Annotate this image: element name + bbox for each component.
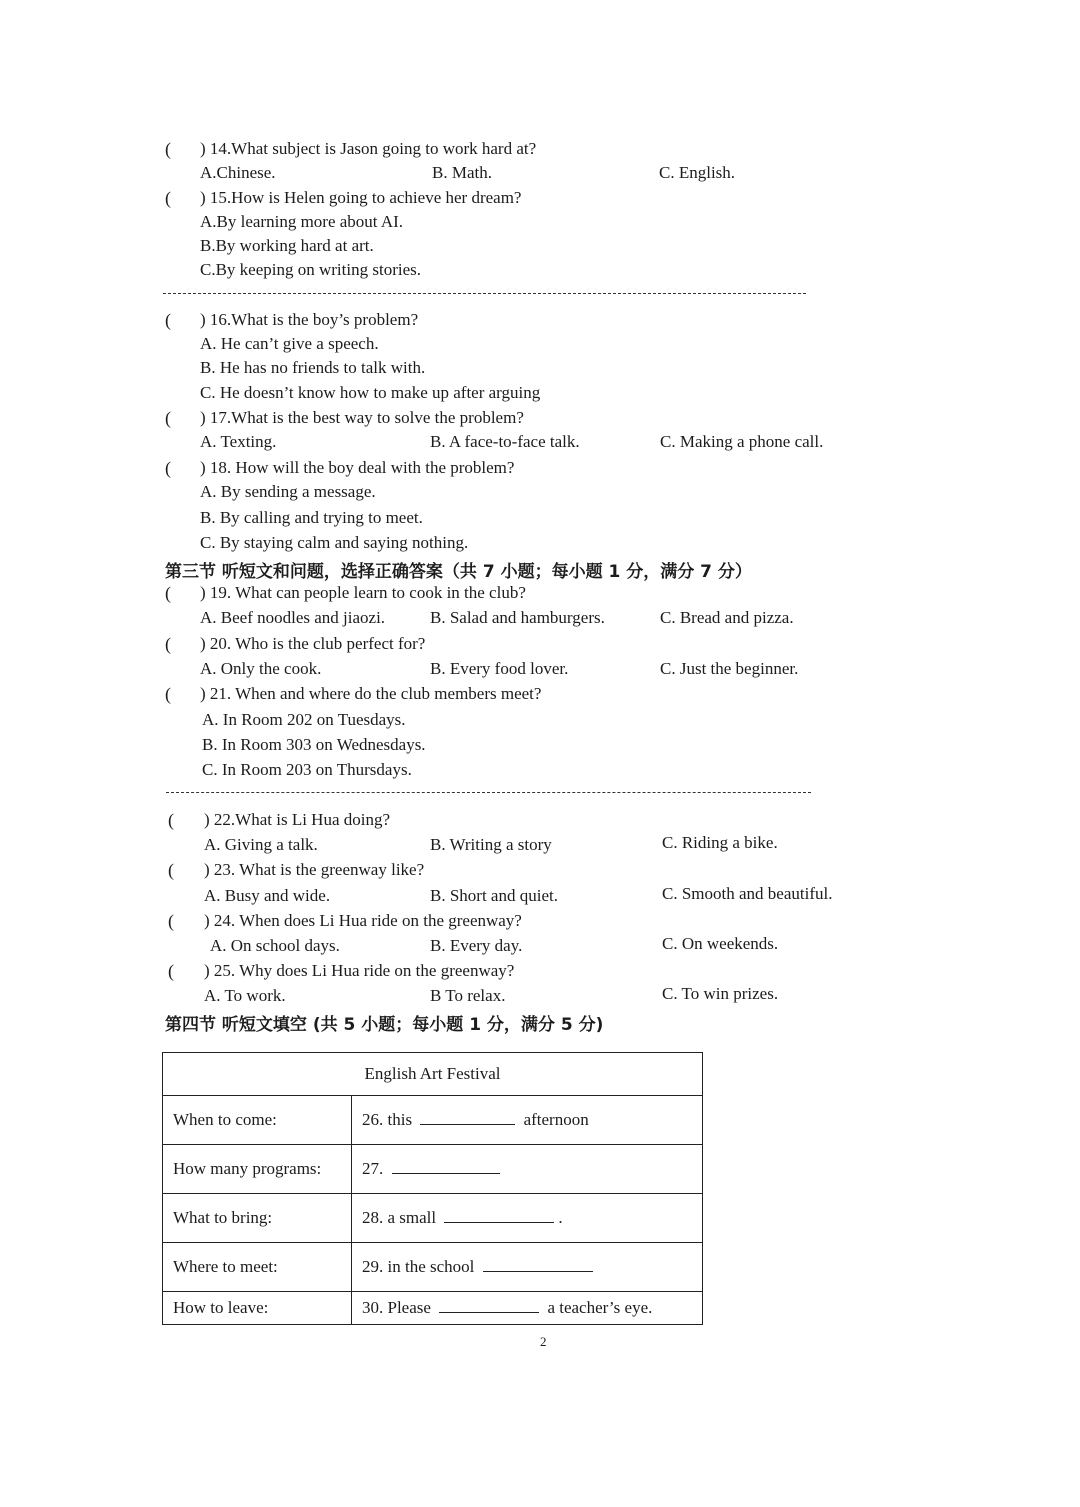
q23-option-a: A. Busy and wide. — [204, 886, 331, 905]
q19-option-a: A. Beef noodles and jiaozi. — [200, 608, 386, 627]
q20-option-c: C. Just the beginner. — [660, 659, 799, 678]
question-22: ) 22.What is Li Hua doing? — [204, 810, 391, 829]
q24-option-b: B. Every day. — [430, 936, 523, 955]
q25-option-a: A. To work. — [204, 986, 286, 1005]
row-label: When to come: — [163, 1096, 352, 1145]
q21-option-b: B. In Room 303 on Wednesdays. — [202, 735, 426, 754]
q20-option-b: B. Every food lover. — [430, 659, 569, 678]
q25-option-c: C. To win prizes. — [662, 984, 779, 1003]
page-number: 2 — [540, 1334, 547, 1349]
answer-paren: ( — [168, 810, 174, 830]
question-21: ) 21. When and where do the club members meet? — [200, 684, 542, 703]
q24-option-c: C. On weekends. — [662, 934, 779, 953]
row-answer — [352, 1145, 703, 1194]
answer-suffix: afternoon — [523, 1110, 589, 1129]
q19-option-b: B. Salad and hamburgers. — [430, 608, 605, 627]
answer-paren: ( — [165, 139, 171, 159]
answer-paren: ( — [165, 188, 171, 208]
answer-prefix: 27. — [362, 1159, 384, 1178]
q16-option-b: B. He has no friends to talk with. — [200, 358, 426, 377]
table-title-row — [163, 1053, 703, 1096]
answer-suffix: . — [558, 1208, 563, 1227]
question-17: ) 17.What is the best way to solve the problem? — [200, 408, 524, 427]
q15-option-b: B.By working hard at art. — [200, 236, 374, 255]
question-19: ) 19. What can people learn to cook in the club? — [200, 583, 526, 602]
section-divider — [166, 792, 811, 793]
q14-option-b: B. Math. — [432, 163, 492, 182]
q20-option-a: A. Only the cook. — [200, 659, 322, 678]
q18-option-c: C. By staying calm and saying nothing. — [200, 533, 469, 552]
answer-blank-28[interactable] — [444, 1208, 554, 1223]
row-answer — [352, 1292, 703, 1325]
q25-option-b: B To relax. — [430, 986, 506, 1005]
q17-option-c: C. Making a phone call. — [660, 432, 824, 451]
answer-paren: ( — [165, 458, 171, 478]
q18-option-b: B. By calling and trying to meet. — [200, 508, 423, 527]
answer-blank-27[interactable] — [392, 1159, 500, 1174]
answer-paren: ( — [165, 310, 171, 330]
q18-option-a: A. By sending a message. — [200, 482, 376, 501]
question-16: ) 16.What is the boy’s problem? — [200, 310, 419, 329]
question-18: ) 18. How will the boy deal with the problem? — [200, 458, 515, 477]
row-answer — [352, 1243, 703, 1292]
q24-option-a: A. On school days. — [210, 936, 340, 955]
row-label: How many programs: — [163, 1145, 352, 1194]
table-row — [163, 1292, 703, 1325]
question-15: ) 15.How is Helen going to achieve her dream? — [200, 188, 522, 207]
answer-blank-29[interactable] — [483, 1257, 593, 1272]
q19-option-c: C. Bread and pizza. — [660, 608, 794, 627]
q22-option-c: C. Riding a bike. — [662, 833, 778, 852]
answer-paren: ( — [168, 961, 174, 981]
answer-paren: ( — [168, 911, 174, 931]
q21-option-c: C. In Room 203 on Thursdays. — [202, 760, 412, 779]
answer-paren: ( — [168, 860, 174, 880]
answer-prefix: 28. a small — [362, 1208, 437, 1227]
row-answer — [352, 1194, 703, 1243]
answer-blank-26[interactable] — [420, 1110, 515, 1125]
answer-suffix: a teacher’s eye. — [547, 1298, 653, 1317]
q22-option-b: B. Writing a story — [430, 835, 552, 854]
section-3-heading: 第三节 听短文和问题，选择正确答案（共 7 小题；每小题 1 分，满分 7 分） — [165, 562, 752, 582]
answer-prefix: 26. this — [362, 1110, 413, 1129]
row-label: What to bring: — [163, 1194, 352, 1243]
table-row — [163, 1145, 703, 1194]
row-label: Where to meet: — [163, 1243, 352, 1292]
table-row — [163, 1243, 703, 1292]
q15-option-c: C.By keeping on writing stories. — [200, 260, 421, 279]
row-label: How to leave: — [163, 1292, 352, 1325]
q14-option-a: A.Chinese. — [200, 163, 276, 182]
table-row — [163, 1096, 703, 1145]
answer-paren: ( — [165, 583, 171, 603]
answer-paren: ( — [165, 684, 171, 704]
question-24: ) 24. When does Li Hua ride on the greenway? — [204, 911, 522, 930]
question-25: ) 25. Why does Li Hua ride on the greenway? — [204, 961, 515, 980]
q23-option-b: B. Short and quiet. — [430, 886, 558, 905]
question-20: ) 20. Who is the club perfect for? — [200, 634, 426, 653]
q15-option-a: A.By learning more about AI. — [200, 212, 404, 231]
answer-prefix: 30. Please — [362, 1298, 431, 1317]
q16-option-c: C. He doesn’t know how to make up after arguing — [200, 383, 541, 402]
row-answer — [352, 1096, 703, 1145]
q21-option-a: A. In Room 202 on Tuesdays. — [202, 710, 406, 729]
table-title: English Art Festival — [163, 1053, 703, 1096]
question-14: ) 14.What subject is Jason going to work hard at? — [200, 139, 537, 158]
answer-prefix: 29. in the school — [362, 1257, 475, 1276]
answer-blank-30[interactable] — [439, 1298, 539, 1313]
q22-option-a: A. Giving a talk. — [204, 835, 318, 854]
answer-paren: ( — [165, 408, 171, 428]
q16-option-a: A. He can’t give a speech. — [200, 334, 379, 353]
q14-option-c: C. English. — [659, 163, 736, 182]
section-divider — [163, 293, 806, 294]
q17-option-a: A. Texting. — [200, 432, 277, 451]
question-23: ) 23. What is the greenway like? — [204, 860, 425, 879]
q17-option-b: B. A face-to-face talk. — [430, 432, 580, 451]
table-row — [163, 1194, 703, 1243]
festival-table — [162, 1052, 703, 1325]
q23-option-c: C. Smooth and beautiful. — [662, 884, 833, 903]
answer-paren: ( — [165, 634, 171, 654]
section-4-heading: 第四节 听短文填空 (共 5 小题；每小题 1 分，满分 5 分) — [165, 1015, 604, 1035]
